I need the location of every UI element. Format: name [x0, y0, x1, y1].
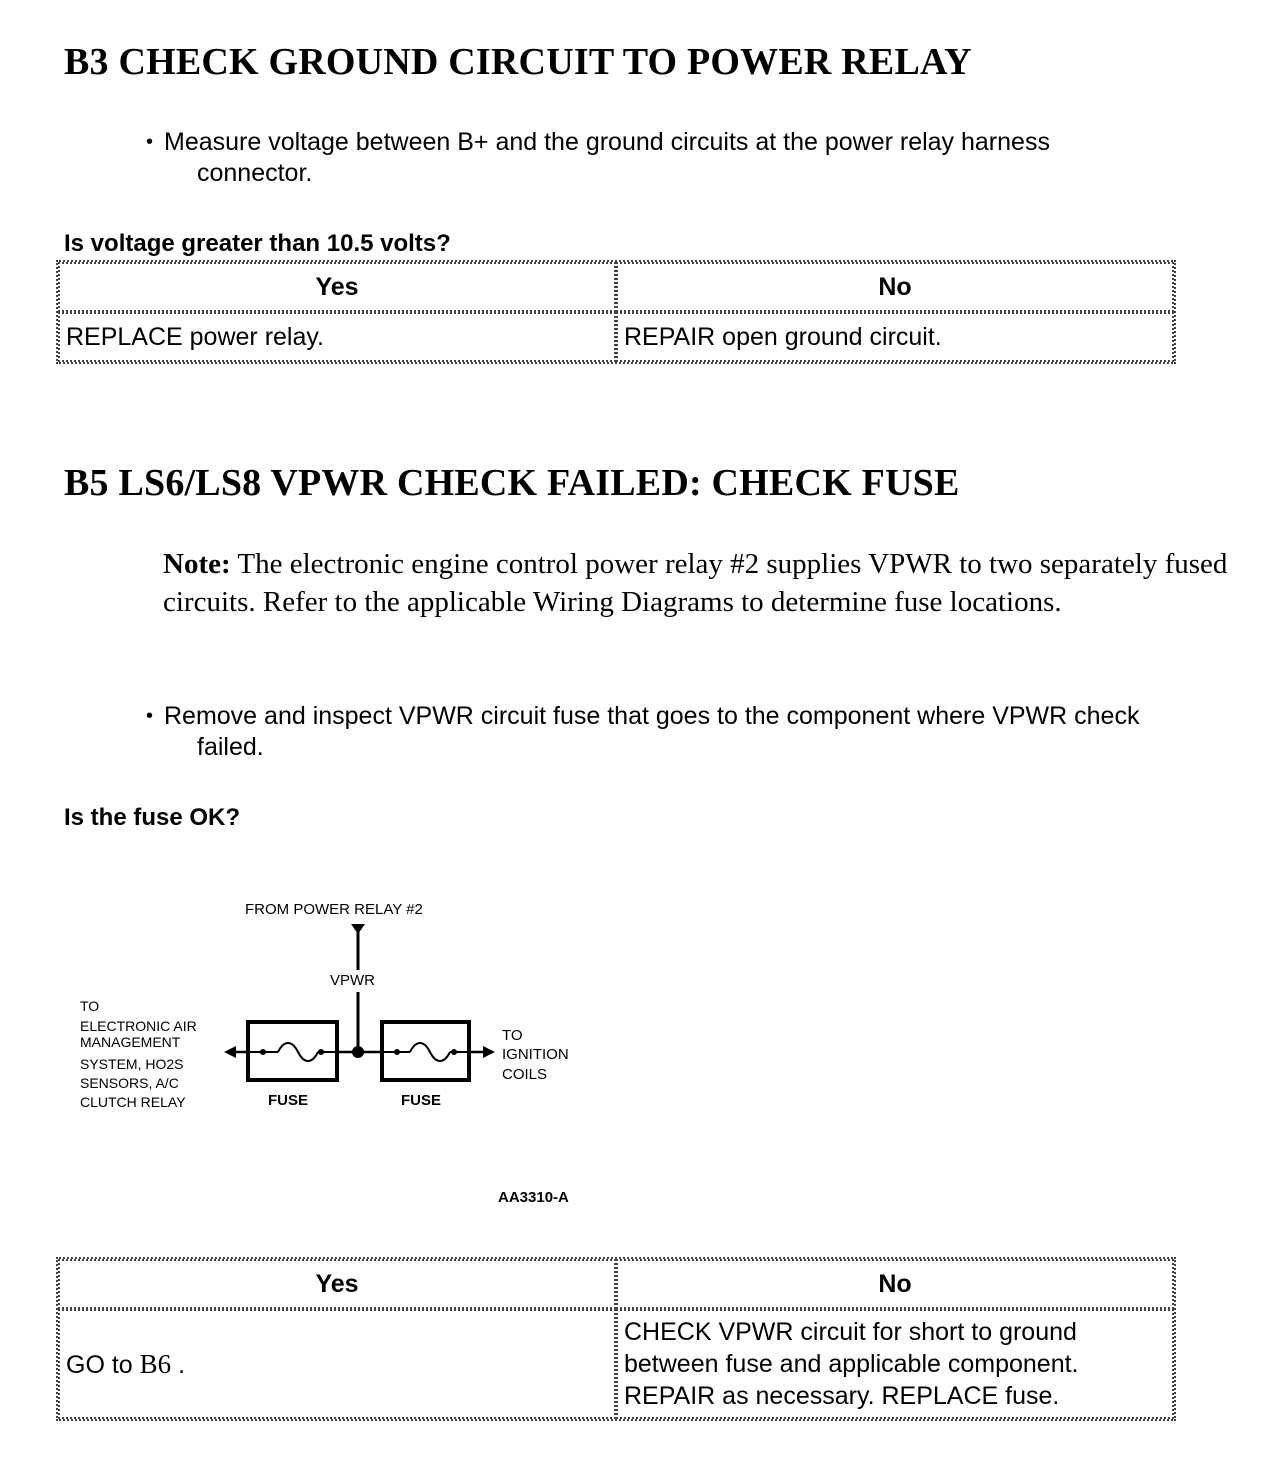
b3-question: Is voltage greater than 10.5 volts? — [64, 230, 451, 257]
table-header-row — [58, 262, 1174, 312]
b3-instruction-bullet — [146, 127, 1246, 189]
no-header: No — [616, 262, 1174, 312]
b3-decision-table — [56, 260, 1176, 364]
b5-instruction-line2: failed. — [197, 733, 264, 761]
b3-no-action: REPAIR open ground circuit. — [616, 312, 1174, 362]
left-destination-label: TO ELECTRONIC AIR MANAGEMENT SYSTEM, HO2S SENSORS, A/C CLUTCH RELAY — [80, 998, 197, 1110]
table-header-row — [58, 1259, 1174, 1309]
figure-id: AA3310-A — [498, 1189, 569, 1206]
b3-instruction-line2: connector. — [197, 159, 313, 187]
b5-instruction-bullet — [146, 701, 1266, 763]
yes-header: Yes — [58, 1259, 616, 1309]
go-to-text: GO to — [66, 1350, 140, 1379]
yes-header: Yes — [58, 262, 616, 312]
no-action-line2: between fuse and applicable component. — [624, 1350, 1079, 1378]
no-action-line3: REPAIR as necessary. REPLACE fuse. — [624, 1382, 1060, 1410]
b6-link[interactable]: B6 — [139, 1348, 172, 1379]
section-b5-title: B5 LS6/LS8 VPWR CHECK FAILED: CHECK FUSE — [64, 462, 960, 504]
left-fuse-label: FUSE — [268, 1092, 309, 1109]
right-destination-label: TO IGNITION COILS — [502, 1027, 569, 1083]
source-label: FROM POWER RELAY #2 — [245, 901, 423, 918]
no-header: No — [616, 1259, 1174, 1309]
b5-no-action — [616, 1309, 1174, 1419]
right-arrow-icon — [483, 1046, 495, 1058]
no-action-line1: CHECK VPWR circuit for short to ground — [624, 1318, 1077, 1346]
go-to-suffix: . — [171, 1350, 186, 1379]
table-row — [58, 1309, 1174, 1419]
bullet-dot-icon: • — [146, 131, 154, 153]
b5-question: Is the fuse OK? — [64, 804, 241, 831]
b5-note — [163, 545, 1243, 621]
table-row — [58, 312, 1174, 362]
vpwr-label: VPWR — [330, 972, 375, 989]
b5-yes-action — [58, 1309, 616, 1419]
section-b3-title: B3 CHECK GROUND CIRCUIT TO POWER RELAY — [64, 41, 972, 83]
bullet-dot-icon: • — [146, 705, 154, 727]
fuse-wiring-diagram — [70, 890, 630, 1220]
note-text: The electronic engine control power relay #2 supplies VPWR to two separately fused circuits. Refer to the applicable Wiring Diagrams to determine fuse locations. — [163, 548, 1228, 618]
left-arrow-icon — [224, 1046, 236, 1058]
b5-instruction-line1: Remove and inspect VPWR circuit fuse that goes to the component where VPWR check — [164, 702, 1140, 730]
b3-yes-action: REPLACE power relay. — [58, 312, 616, 362]
right-fuse-label: FUSE — [401, 1092, 442, 1109]
b5-decision-table — [56, 1257, 1176, 1421]
b3-instruction-line1: Measure voltage between B+ and the ground circuits at the power relay harness — [164, 128, 1050, 156]
note-label: Note: — [163, 548, 231, 580]
junction-node — [352, 1046, 364, 1058]
